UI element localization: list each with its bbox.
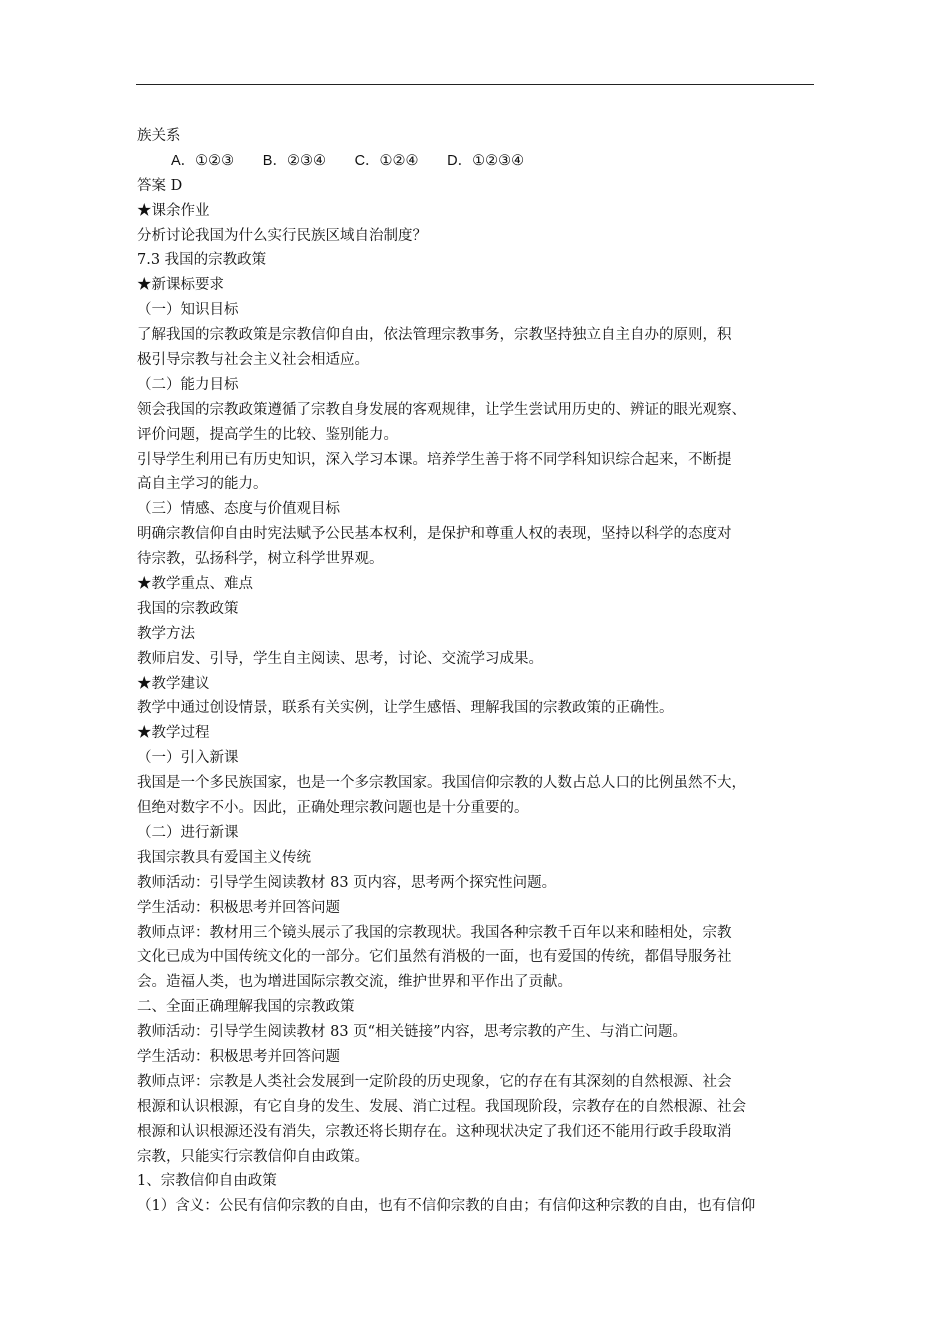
text-line: 我国的宗教政策 xyxy=(137,600,239,617)
text-line: 宗教，只能实行宗教信仰自由政策。 xyxy=(137,1148,369,1165)
option-value: ②③④ xyxy=(286,152,326,169)
option-value: ①②③④ xyxy=(472,152,525,169)
text-line: 引导学生利用已有历史知识，深入学习本课。培养学生善于将不同学科知识综合起来，不断提 xyxy=(137,451,732,468)
text-line: 教学方法 xyxy=(137,625,195,642)
text-line: 高自主学习的能力。 xyxy=(137,476,268,493)
text-line: 教师活动：引导学生阅读教材 83 页内容，思考两个探究性问题。 xyxy=(137,874,557,891)
text-line: 学生活动：积极思考并回答问题 xyxy=(137,1048,340,1065)
text-line: 待宗教，弘扬科学，树立科学世界观。 xyxy=(137,551,384,568)
subsection-heading: （一）知识目标 xyxy=(137,302,239,319)
text-line: 极引导宗教与社会主义社会相适应。 xyxy=(137,352,369,369)
text-line: 了解我国的宗教政策是宗教信仰自由，依法管理宗教事务，宗教坚持独立自主自办的原则，积 xyxy=(137,327,732,344)
text-line: 教师点评：教材用三个镜头展示了我国的宗教现状。我国各种宗教千百年以来和睦相处，宗教 xyxy=(137,924,732,941)
section-heading: ★新课标要求 xyxy=(137,277,224,294)
text-line: 但绝对数字不小。因此，正确处理宗教问题也是十分重要的。 xyxy=(137,800,529,817)
text-line: 领会我国的宗教政策遵循了宗教自身发展的客观规律，让学生尝试用历史的、辨证的眼光观察、 xyxy=(137,401,746,418)
text-line: 学生活动：积极思考并回答问题 xyxy=(137,899,340,916)
text-line: 族关系 xyxy=(137,128,181,144)
header-rule xyxy=(136,84,814,85)
option-a xyxy=(171,149,234,174)
subsection-heading: （二）进行新课 xyxy=(137,824,239,841)
subsection-heading: （三）情感、态度与价值观目标 xyxy=(137,501,340,518)
document-body xyxy=(137,124,819,1219)
option-c xyxy=(355,149,419,174)
text-line: 教师启发、引导，学生自主阅读、思考，讨论、交流学习成果。 xyxy=(137,650,543,667)
text-line: （1）含义：公民有信仰宗教的自由，也有不信仰宗教的自由；有信仰这种宗教的自由，也有信仰 xyxy=(137,1198,756,1215)
text-line: 我国是一个多民族国家，也是一个多宗教国家。我国信仰宗教的人数占总人口的比例虽然不大， xyxy=(137,775,746,792)
text-line: 我国宗教具有爱国主义传统 xyxy=(137,849,311,866)
lesson-title: 7.3 我国的宗教政策 xyxy=(137,252,267,269)
text-line: 根源和认识根源，有它自身的发生、发展、消亡过程。我国现阶段，宗教存在的自然根源、社会 xyxy=(137,1098,746,1115)
text-line: 教师点评：宗教是人类社会发展到一定阶段的历史现象，它的存在有其深刻的自然根源、社会 xyxy=(137,1073,732,1090)
option-b xyxy=(263,149,326,174)
option-letter: C． xyxy=(354,152,380,169)
section-heading: ★课余作业 xyxy=(137,202,210,219)
text-line: 评价问题，提高学生的比较、鉴别能力。 xyxy=(137,426,398,443)
subsection-heading: （二）能力目标 xyxy=(137,376,239,393)
text-line: 教师活动：引导学生阅读教材 83 页“相关链接”内容，思考宗教的产生、与消亡问题。 xyxy=(137,1024,687,1041)
answer-line: 答案 D xyxy=(137,177,183,194)
subsection-heading: 1、宗教信仰自由政策 xyxy=(137,1173,277,1190)
text-line: 会。造福人类，也为增进国际宗教交流，维护世界和平作出了贡献。 xyxy=(137,974,572,991)
text-line: 根源和认识根源还没有消失，宗教还将长期存在。这种现状决定了我们还不能用行政手段取消 xyxy=(137,1123,732,1140)
text-line: 明确宗教信仰自由时宪法赋予公民基本权利，是保护和尊重人权的表现，坚持以科学的态度对 xyxy=(137,526,732,543)
option-letter: D． xyxy=(447,152,473,169)
subsection-heading: （一）引入新课 xyxy=(137,750,239,767)
option-d xyxy=(447,149,524,174)
answer-options xyxy=(137,149,819,174)
text-line: 文化已成为中国传统文化的一部分。它们虽然有消极的一面，也有爱国的传统，都倡导服务社 xyxy=(137,949,732,966)
option-value: ①②④ xyxy=(379,152,419,169)
subsection-heading: 二、全面正确理解我国的宗教政策 xyxy=(137,999,355,1016)
text-line: 分析讨论我国为什么实行民族区域自治制度？ xyxy=(137,227,427,244)
section-heading: ★教学过程 xyxy=(137,725,210,742)
option-value: ①②③ xyxy=(195,152,235,169)
option-letter: B． xyxy=(262,152,287,169)
section-heading: ★教学建议 xyxy=(137,675,210,692)
text-line: 教学中通过创设情景，联系有关实例，让学生感悟、理解我国的宗教政策的正确性。 xyxy=(137,700,674,717)
option-letter: A． xyxy=(171,152,196,169)
section-heading: ★教学重点、难点 xyxy=(137,576,253,593)
